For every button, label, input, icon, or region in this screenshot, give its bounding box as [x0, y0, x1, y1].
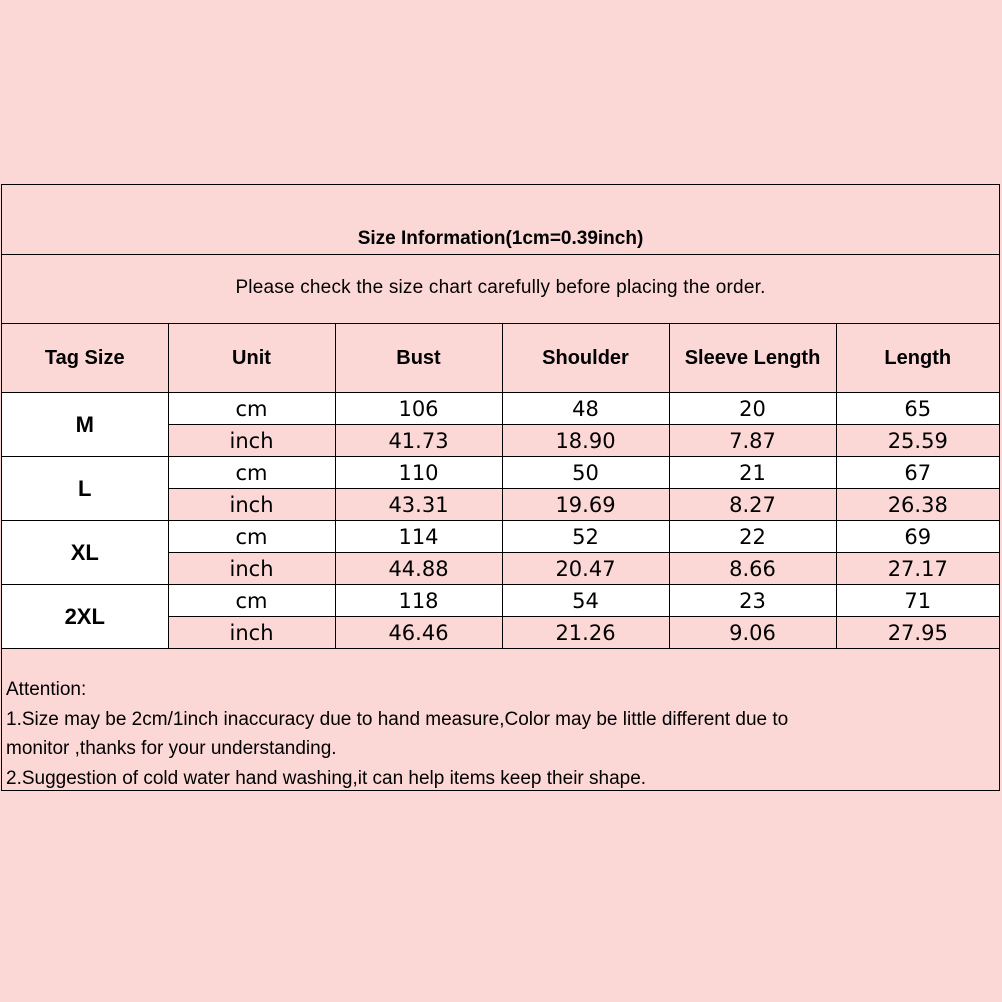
value-cell: 54	[502, 585, 669, 617]
size-table	[2, 324, 999, 649]
value-cell: 19.69	[502, 489, 669, 521]
value-cell: 8.66	[669, 553, 836, 585]
chart-title: Size Information(1cm=0.39inch)	[357, 228, 644, 249]
subtitle-row	[2, 255, 999, 324]
value-cell: 21	[669, 457, 836, 489]
chart-subtitle: Please check the size chart carefully before placing the order.	[235, 277, 766, 298]
value-cell: 23	[669, 585, 836, 617]
value-cell: 20.47	[502, 553, 669, 585]
value-cell: 106	[335, 393, 502, 425]
value-cell: 18.90	[502, 425, 669, 457]
tag-size-cell: XL	[2, 521, 168, 585]
value-cell: 7.87	[669, 425, 836, 457]
tag-size-cell: M	[2, 393, 168, 457]
table-row	[2, 393, 999, 425]
value-cell: 27.17	[836, 553, 999, 585]
value-cell: 71	[836, 585, 999, 617]
value-cell: 41.73	[335, 425, 502, 457]
notes-line: monitor ,thanks for your understanding.	[6, 738, 337, 759]
unit-cell: cm	[168, 393, 335, 425]
value-cell: 44.88	[335, 553, 502, 585]
notes-line: 2.Suggestion of cold water hand washing,it can help items keep their shape.	[6, 767, 647, 789]
unit-cell: inch	[168, 553, 335, 585]
column-header: Length	[836, 324, 999, 393]
tag-size-cell: L	[2, 457, 168, 521]
value-cell: 25.59	[836, 425, 999, 457]
value-cell: 65	[836, 393, 999, 425]
column-header: Tag Size	[2, 324, 168, 393]
title-row	[2, 185, 999, 255]
value-cell: 22	[669, 521, 836, 553]
value-cell: 27.95	[836, 617, 999, 649]
column-header: Unit	[168, 324, 335, 393]
unit-cell: inch	[168, 425, 335, 457]
size-chart	[1, 184, 1000, 791]
value-cell: 118	[335, 585, 502, 617]
table-row	[2, 521, 999, 553]
value-cell: 67	[836, 457, 999, 489]
value-cell: 26.38	[836, 489, 999, 521]
tag-size-cell: 2XL	[2, 585, 168, 649]
value-cell: 110	[335, 457, 502, 489]
value-cell: 20	[669, 393, 836, 425]
value-cell: 52	[502, 521, 669, 553]
unit-cell: cm	[168, 585, 335, 617]
value-cell: 48	[502, 393, 669, 425]
column-header: Bust	[335, 324, 502, 393]
value-cell: 9.06	[669, 617, 836, 649]
value-cell: 46.46	[335, 617, 502, 649]
value-cell: 21.26	[502, 617, 669, 649]
table-row	[2, 457, 999, 489]
header-row	[2, 324, 999, 393]
value-cell: 8.27	[669, 489, 836, 521]
attention-notes	[6, 675, 995, 793]
column-header: Shoulder	[502, 324, 669, 393]
unit-cell: inch	[168, 489, 335, 521]
column-header: Sleeve Length	[669, 324, 836, 393]
value-cell: 114	[335, 521, 502, 553]
table-row	[2, 585, 999, 617]
notes-line: 1.Size may be 2cm/1inch inaccuracy due to hand measure,Color may be little different due to	[6, 708, 789, 730]
value-cell: 50	[502, 457, 669, 489]
value-cell: 43.31	[335, 489, 502, 521]
value-cell: 69	[836, 521, 999, 553]
unit-cell: cm	[168, 521, 335, 553]
unit-cell: cm	[168, 457, 335, 489]
notes-heading: Attention:	[6, 679, 87, 700]
unit-cell: inch	[168, 617, 335, 649]
